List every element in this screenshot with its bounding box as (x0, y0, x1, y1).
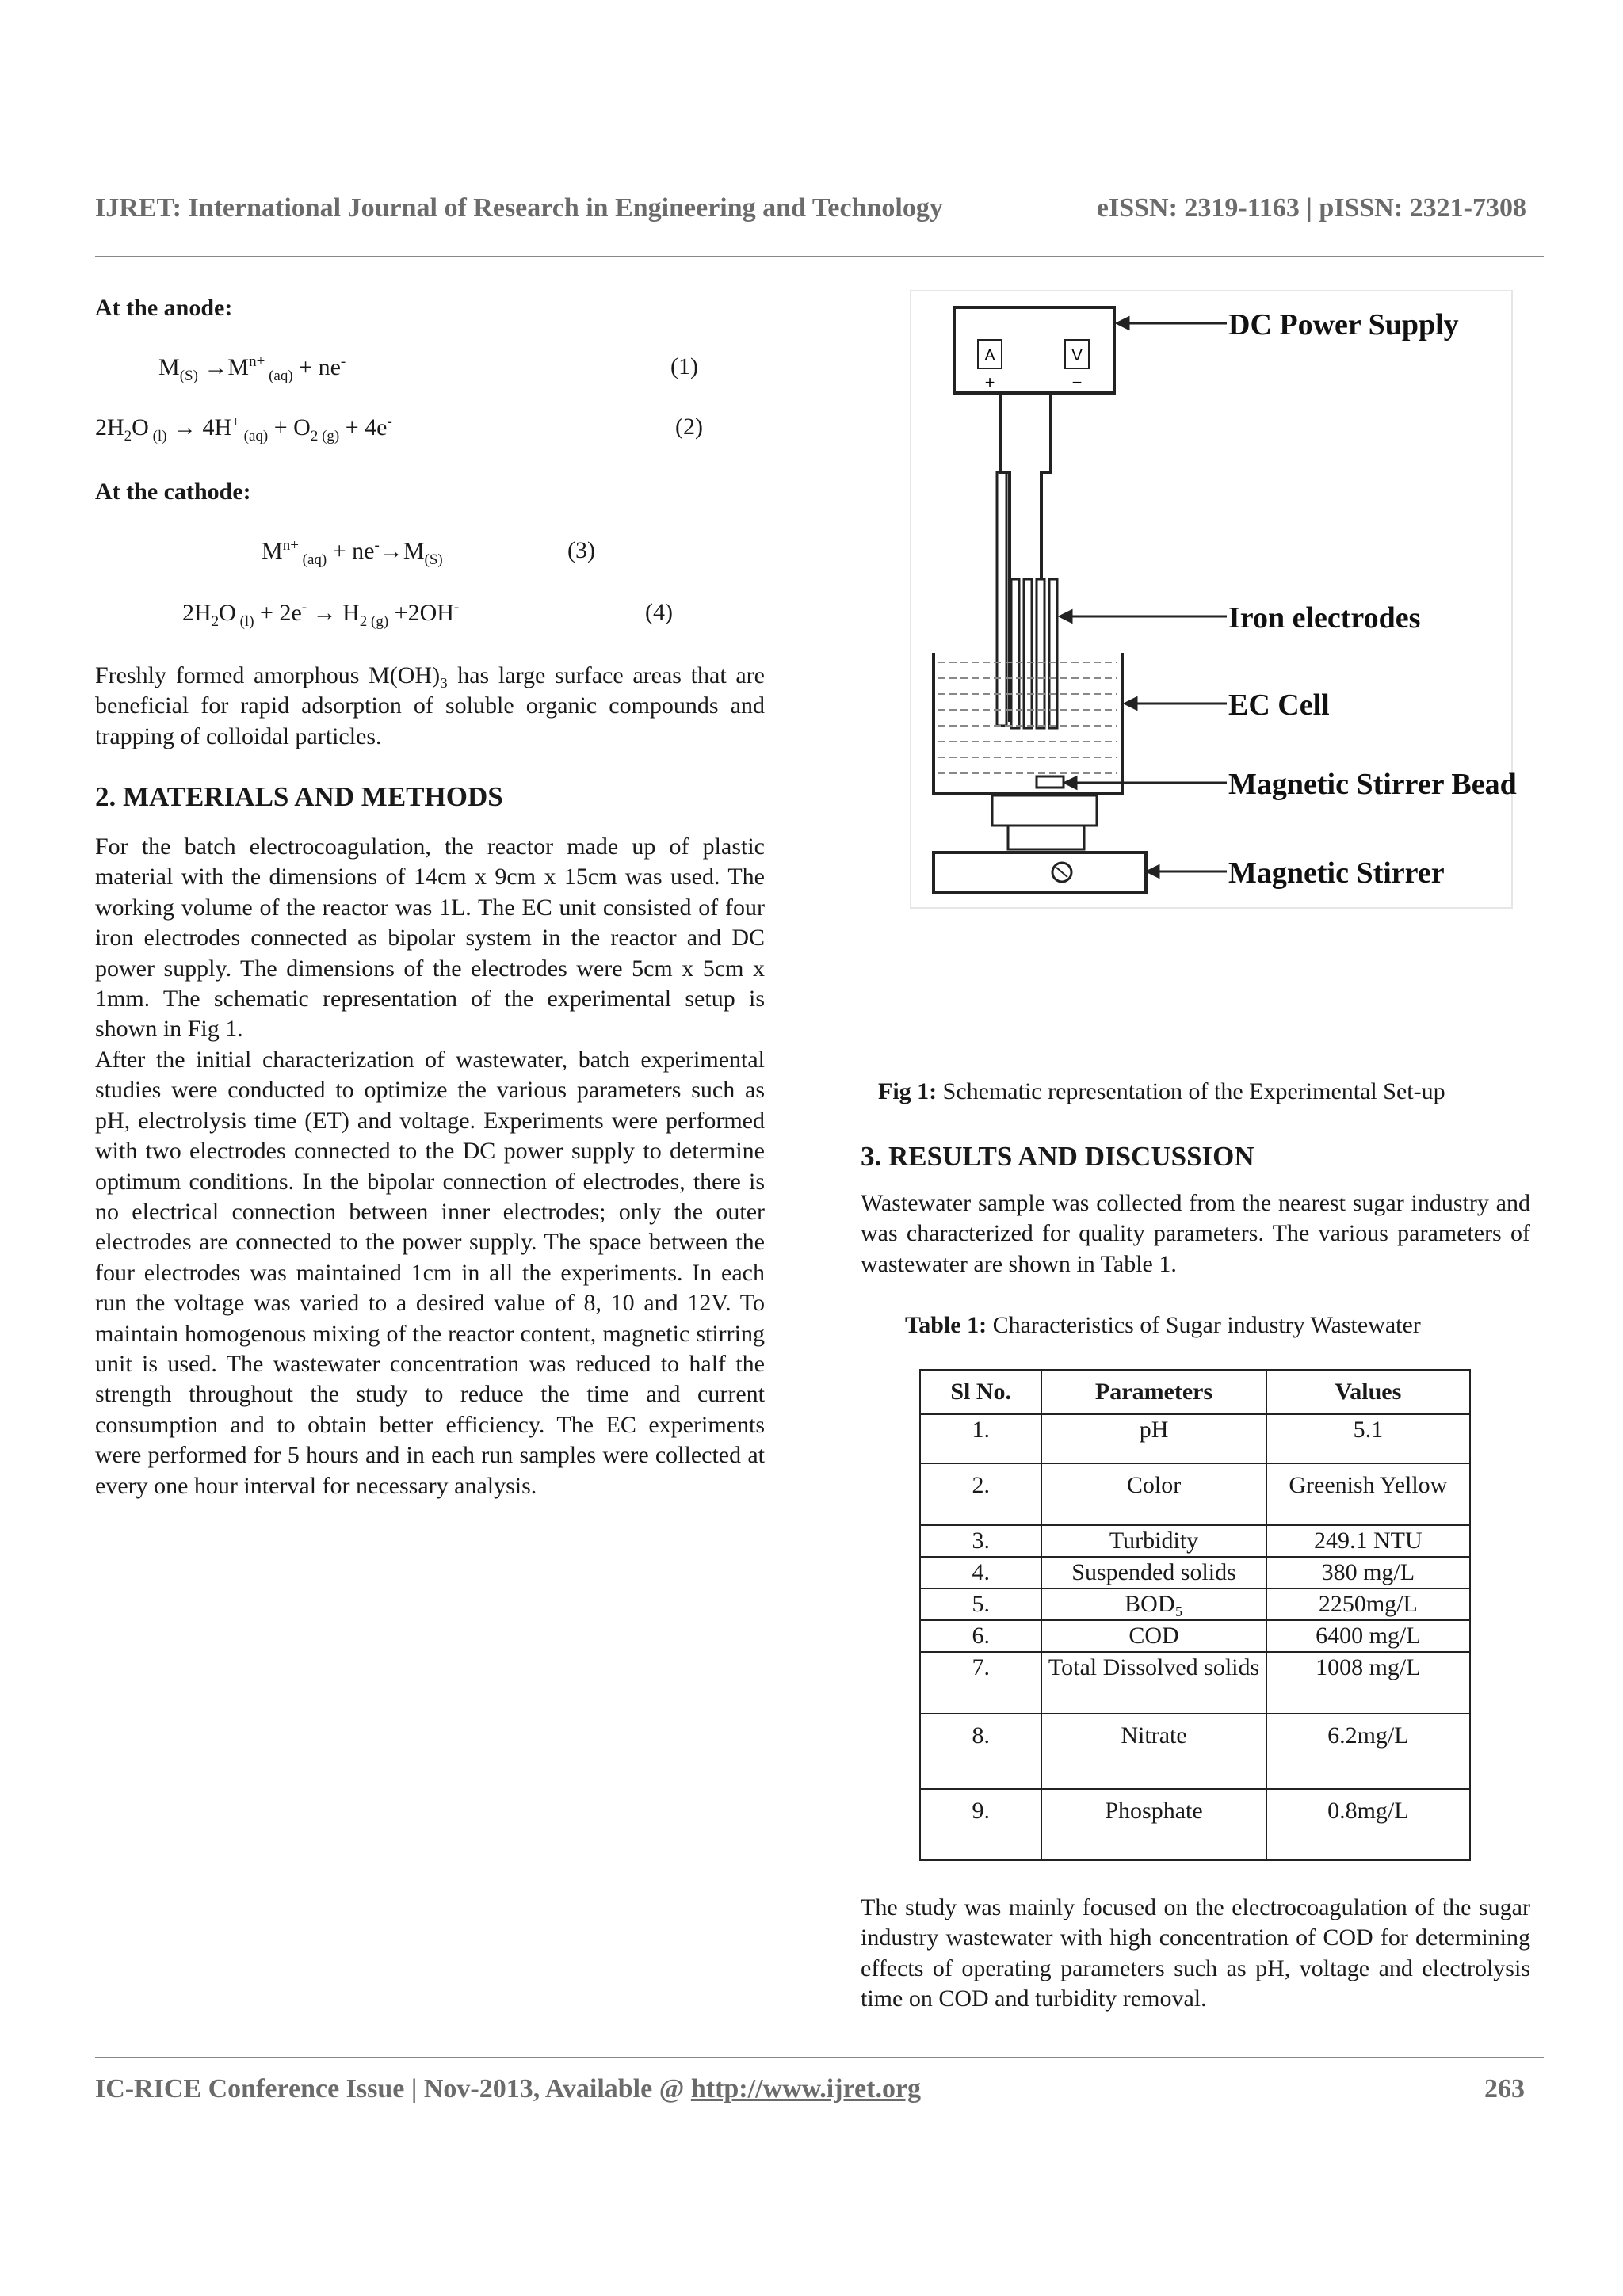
cell-parameter: BOD₅ (1041, 1589, 1266, 1620)
cell-parameter: COD (1041, 1620, 1266, 1652)
cell-value: 0.8mg/L (1266, 1789, 1470, 1860)
equation-3: $M^{n+}$ $_{(aq)} + ne^-\to M_{(S)}$ (262, 537, 443, 568)
cell-parameter: Nitrate (1041, 1714, 1266, 1789)
cell-sl: 9. (920, 1789, 1041, 1860)
cell-value: 249.1 NTU (1266, 1525, 1470, 1557)
equation-2: $2H_2O$ $_{(l)}$ → 4H+ $_{(aq)} + O_{2 (g)} + 4e^-$ (95, 414, 392, 444)
table-row (920, 1589, 1470, 1620)
stirrer-bead (1037, 776, 1064, 788)
cell-value: 6400 mg/L (1266, 1620, 1470, 1652)
footer-rule (95, 2057, 1544, 2058)
cell-sl: 4. (920, 1557, 1041, 1589)
table-row (920, 1557, 1470, 1589)
table-row (920, 1463, 1470, 1525)
cell-sl: 1. (920, 1414, 1041, 1463)
figure-caption-text: Schematic representation of the Experimental Set-up (937, 1078, 1445, 1104)
experimental-setup-schematic (910, 290, 1560, 917)
cell-value: 6.2mg/L (1266, 1714, 1470, 1789)
table-row (920, 1414, 1470, 1463)
section-2-title: 2. MATERIALS AND METHODS (95, 781, 503, 812)
cell-parameter: Total Dissolved solids (1041, 1652, 1266, 1714)
cell-parameter: pH (1041, 1414, 1266, 1463)
electrode-1 (1011, 579, 1019, 728)
journal-title: IJRET: International Journal of Research in Engineering and Technology (95, 193, 943, 223)
table-row (920, 1525, 1470, 1557)
cell-parameter: Phosphate (1041, 1789, 1266, 1860)
footer-text (95, 2074, 921, 2104)
label-iron-electrodes: Iron electrodes (1228, 601, 1421, 635)
equation-4: $2H_2O$ $_{(l)} + 2e^- \to H_{2 (g)} +2OH^-$ (182, 599, 460, 630)
equation-1-number: (1) (670, 353, 698, 379)
label-magnetic-stirrer-bead: Magnetic Stirrer Bead (1228, 768, 1517, 801)
figure-caption-label: Fig 1: (878, 1078, 938, 1104)
header-sl-no: Sl No. (920, 1370, 1041, 1414)
cell-sl: 2. (920, 1463, 1041, 1525)
closing-paragraph: The study was mainly focused on the electrocoagulation of the sugar industry wastewater with high concentration of COD for determining effects of operating parameters such as pH, voltage and electrolysis time on COD and turbidity removal. (861, 1894, 1530, 2012)
stirrer-stand (992, 795, 1097, 826)
table-caption-label: Table 1: (905, 1312, 987, 1338)
cell-parameter: Suspended solids (1041, 1557, 1266, 1589)
table-caption-text: Characteristics of Sugar industry Wastewater (987, 1312, 1421, 1338)
section-2-paragraph-2: After the initial characterization of wastewater, batch experimental studies were conducted to optimize the various parameters such as pH, electrolysis time (ET) and voltage. Experiments were performed with two electrodes connected to the DC power supply to determine optimum conditions. In the bipolar connection of electrodes, there is no electrical connection between inner electrodes; only the outer electrodes are connected to the power supply. The space between the four electrodes was maintained 1cm in all the experiments. In each run the voltage was varied to a desired value of 8, 10 and 12V. To maintain homogenous mixing of the reactor content, magnetic stirring unit is used. The wastewater concentration was reduced to half the strength throughout the study to reduce the time and current consumption and to obtain better efficiency. The EC experiments were performed for 5 hours and in each run samples were collected at every one hour interval for necessary analysis. (95, 1047, 765, 1499)
cell-value: 2250mg/L (1266, 1589, 1470, 1620)
table-row (920, 1620, 1470, 1652)
ammeter-label: A (984, 347, 995, 364)
electrode-3 (1037, 579, 1044, 728)
page-footer (95, 2074, 1525, 2104)
table-header-row (920, 1370, 1470, 1414)
cell-sl: 6. (920, 1620, 1041, 1652)
figure-caption (878, 1078, 1445, 1105)
cell-sl: 7. (920, 1652, 1041, 1714)
cell-value: 380 mg/L (1266, 1557, 1470, 1589)
table-row (920, 1789, 1470, 1860)
cell-sl: 8. (920, 1714, 1041, 1789)
cell-value: 1008 mg/L (1266, 1652, 1470, 1714)
voltmeter-label: V (1071, 347, 1083, 364)
header-parameters: Parameters (1041, 1370, 1266, 1414)
anode-heading: At the anode: (95, 295, 233, 321)
equation-3-number: (3) (567, 537, 595, 563)
running-header (95, 193, 1526, 223)
header-values: Values (1266, 1370, 1470, 1414)
plus-sign: + (984, 372, 995, 392)
wastewater-characteristics-table (919, 1369, 1471, 1861)
electrode-2 (1024, 579, 1032, 728)
cell-value: 5.1 (1266, 1414, 1470, 1463)
section-3-title: 3. RESULTS AND DISCUSSION (861, 1141, 1254, 1172)
equation-1: $M_{(S)} \to M^{n+}$ $_{(aq)}$ + ne- (158, 353, 346, 384)
issn: eISSN: 2319-1163 | pISSN: 2321-7308 (1096, 193, 1526, 223)
cell-parameter: Turbidity (1041, 1525, 1266, 1557)
cell-sl: 5. (920, 1589, 1041, 1620)
section-3-paragraph: Wastewater sample was collected from the nearest sugar industry and was characterized for quality parameters. The various parameters of wastewater are shown in Table 1. (861, 1190, 1530, 1277)
minus-sign: − (1071, 372, 1083, 392)
electrode-4 (1049, 579, 1057, 728)
hydroxide-paragraph: Freshly formed amorphous M(OH)₃ has large surface areas that are beneficial for rapid adsorption of soluble organic compounds and trapping of colloidal particles. (95, 662, 765, 749)
table-caption (905, 1312, 1421, 1339)
cell-value: Greenish Yellow (1266, 1463, 1470, 1525)
label-magnetic-stirrer: Magnetic Stirrer (1228, 856, 1445, 890)
cathode-heading: At the cathode: (95, 479, 251, 505)
label-dc-power-supply: DC Power Supply (1228, 308, 1459, 341)
equation-4-number: (4) (645, 599, 673, 625)
footer-issue: IC-RICE Conference Issue | Nov-2013, Available @ (95, 2074, 691, 2103)
cell-parameter: Color (1041, 1463, 1266, 1525)
magnetic-stirrer-base (934, 852, 1146, 892)
cell-sl: 3. (920, 1525, 1041, 1557)
stirrer-neck (1008, 826, 1084, 849)
equation-2-number: (2) (675, 414, 703, 440)
section-2-paragraph-1: For the batch electrocoagulation, the reactor made up of plastic material with the dimensions of 14cm x 9cm x 15cm was used. The working volume of the reactor was 1L. The EC unit consisted of four iron electrodes connected as bipolar system in the reactor and DC power supply. The dimensions of the electrodes were 5cm x 5cm x 1mm. The schematic representation of the experimental setup is shown in Fig 1. (95, 833, 765, 1043)
experimental-setup-figure (910, 290, 1560, 917)
journal-link[interactable]: http://www.ijret.org (690, 2074, 922, 2103)
table-row (920, 1652, 1470, 1714)
page-number: 263 (1484, 2074, 1525, 2103)
header-rule (95, 256, 1544, 257)
table-row (920, 1714, 1470, 1789)
label-ec-cell: EC Cell (1228, 688, 1330, 722)
